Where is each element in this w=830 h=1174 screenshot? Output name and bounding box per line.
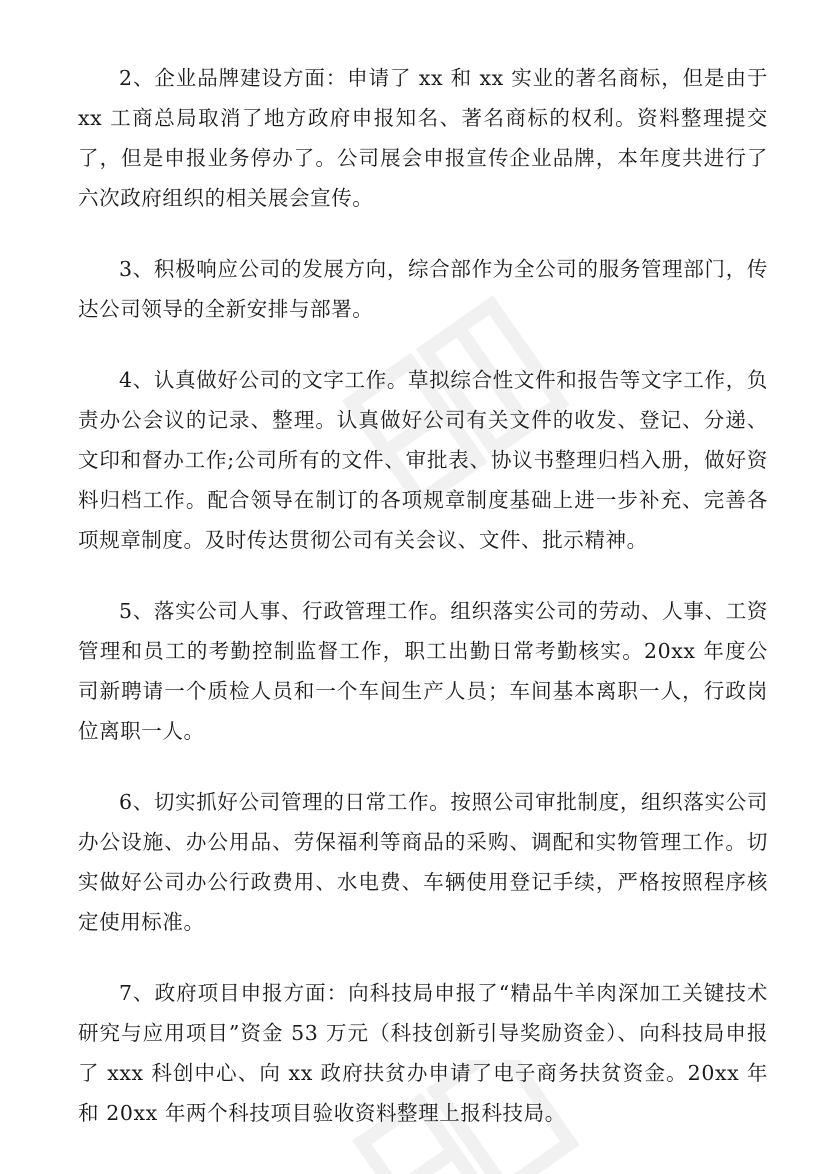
paragraph-item-7: 7、政府项目申报方面：向科技局申报了“精品牛羊肉深加工关键技术研究与应用项目”资金 53 万元（科技创新引导奖励资金）、向科技局申报了 xxx 科创中心、向 xx 政府扶贫办申请了电子商务扶贫资金。20xx 年和 20xx 年两个科技项目验收资料整理上报科技局。 <box>78 981 768 1125</box>
paragraph-item-4: 4、认真做好公司的文字工作。草拟综合性文件和报告等文字工作，负责办公会议的记录、整理。认真做好公司有关文件的收发、登记、分递、文印和督办工作;公司所有的文件、审批表、协议书整理归档入册，做好资料归档工作。配合领导在制订的各项规章制度基础上进一步补充、完善各项规章制度。及时传达贯彻公司有关会议、文件、批示精神。 <box>78 368 768 552</box>
paragraph-item-3: 3、积极响应公司的发展方向，综合部作为全公司的服务管理部门，传达公司领导的全新安排与部署。 <box>78 257 768 321</box>
paragraph-item-5: 5、落实公司人事、行政管理工作。组织落实公司的劳动、人事、工资管理和员工的考勤控制监督工作，职工出勤日常考勤核实。20xx 年度公司新聘请一个质检人员和一个车间生产人员；车间基本离职一人，行政岗位离职一人。 <box>78 599 768 743</box>
paragraph-item-6: 6、切实抓好公司管理的日常工作。按照公司审批制度，组织落实公司办公设施、办公用品、劳保福利等商品的采购、调配和实物管理工作。切实做好公司办公行政费用、水电费、车辆使用登记手续，严格按照程序核定使用标准。 <box>78 790 768 934</box>
paragraph-item-2: 2、企业品牌建设方面：申请了 xx 和 xx 实业的著名商标，但是由于 xx 工商总局取消了地方政府申报知名、著名商标的权利。资料整理提交了，但是申报业务停办了。公司展会申报宣传企业品牌，本年度共进行了六次政府组织的相关展会宣传。 <box>78 66 768 210</box>
document-body <box>78 58 768 1164</box>
